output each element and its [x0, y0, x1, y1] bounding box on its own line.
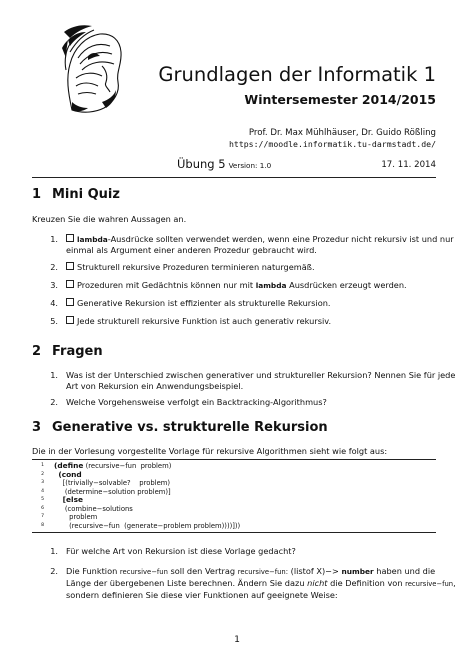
- line-number: 8: [41, 522, 44, 528]
- section-title: Fragen: [52, 344, 103, 359]
- checkbox[interactable]: [66, 316, 74, 324]
- contract-name: recursive−fun:: [237, 568, 289, 576]
- section-title: Generative vs. strukturelle Rekursion: [52, 420, 328, 435]
- version-label: Version: 1.0: [228, 161, 272, 170]
- item-text: Jede strukturell rekursive Funktion ist auch generativ rekursiv.: [77, 316, 332, 326]
- item-text: haben und die: [373, 566, 436, 576]
- line-number: 6: [41, 505, 44, 511]
- code-indent: [54, 513, 69, 521]
- item-text: Prozeduren mit Gedächtnis können nur mit: [77, 280, 256, 290]
- code-text: [(trivially−solvable? problem): [62, 479, 171, 487]
- page-number: 1: [234, 634, 240, 645]
- code-text: (recursive−fun problem): [83, 462, 172, 470]
- item-number: 5.: [50, 316, 58, 326]
- item-text: ,: [453, 578, 456, 588]
- line-number: 3: [41, 480, 44, 485]
- keyword-lambda: lambda: [255, 281, 287, 290]
- item-text: Strukturell rekursive Prozeduren terminieren naturgemäß.: [77, 262, 315, 272]
- code-indent: [54, 496, 63, 504]
- section-number: 1: [32, 187, 42, 202]
- university-logo: [58, 22, 126, 120]
- section-number: 2: [32, 344, 42, 359]
- section-number: 3: [32, 420, 42, 435]
- document-title: Grundlagen der Informatik 1: [158, 63, 436, 86]
- line-number: 1: [41, 463, 44, 468]
- checkbox[interactable]: [66, 234, 74, 242]
- emphasis-text: nicht: [307, 578, 328, 588]
- code-text: (determine−solution problem)]: [64, 487, 171, 496]
- line-number: 4: [41, 488, 44, 494]
- function-name: recursive−fun: [119, 568, 168, 576]
- template-intro: Die in der Vorlesung vorgestellte Vorlage für rekursive Algorithmen sieht wie folgt aus:: [32, 446, 388, 456]
- section-heading-1: [32, 187, 120, 202]
- checkbox[interactable]: [66, 298, 74, 306]
- item-text: -Ausdrücke sollten verwendet werden, wenn eine Prozedur nicht rekursiv ist und nur: [107, 234, 454, 244]
- section-heading-2: [32, 344, 103, 359]
- item-text: Welche Vorgehensweise verfolgt ein Backtracking-Algorithmus?: [66, 397, 327, 407]
- section-title: Mini Quiz: [52, 187, 120, 202]
- item-text: Die Funktion: [66, 566, 120, 576]
- item-text: die Definition von: [327, 578, 406, 588]
- line-number: 7: [41, 514, 44, 519]
- semester-subtitle: Wintersemester 2014/2015: [244, 92, 436, 107]
- line-number: 2: [41, 471, 44, 477]
- code-text: problem: [69, 513, 98, 521]
- item-number: 1.: [50, 370, 58, 380]
- header-divider: [32, 177, 436, 178]
- item-text-continued: einmal als Argument einer anderen Prozedur gebraucht wird.: [66, 245, 317, 255]
- code-text: (combine−solutions: [64, 504, 133, 513]
- section-heading-3: [32, 420, 328, 435]
- item-text: Länge der übergebenen Liste berechnen. Ändern Sie dazu: [66, 578, 308, 588]
- code-listing: [32, 459, 436, 533]
- exercise-sheet-title: [177, 157, 271, 171]
- keyword-number: number: [341, 567, 374, 576]
- item-number: 4.: [50, 298, 58, 308]
- function-name: recursive−fun: [405, 580, 454, 588]
- course-url[interactable]: https://moodle.informatik.tu-darmstadt.de/: [228, 139, 436, 149]
- code-indent: [54, 522, 69, 530]
- item-number: 2.: [50, 566, 58, 576]
- item-text: Generative Rekursion ist effizienter als strukturelle Rekursion.: [77, 298, 331, 308]
- item-number: 2.: [50, 262, 58, 272]
- item-text-continued: sondern definieren Sie diese vier Funktionen auf geeignete Weise:: [66, 590, 338, 600]
- code-text: (recursive−fun (generate−problem problem))))])): [69, 521, 241, 530]
- sheet-date: 17. 11. 2014: [381, 160, 436, 170]
- contract-type: (listof X)−>: [288, 566, 342, 576]
- item-text: Für welche Art von Rekursion ist diese Vorlage gedacht?: [66, 546, 296, 556]
- item-number: 1.: [50, 546, 58, 556]
- authors: Prof. Dr. Max Mühlhäuser, Dr. Guido Rößling: [248, 128, 436, 138]
- item-number: 1.: [50, 234, 58, 244]
- item-number: 2.: [50, 397, 58, 407]
- code-keyword: (cond: [58, 469, 82, 479]
- code-indent: [54, 505, 65, 513]
- item-text: soll den Vertrag: [167, 566, 238, 576]
- item-text-continued: Art von Rekursion ein Anwendungsbeispiel.: [66, 381, 244, 391]
- keyword-lambda: lambda: [77, 235, 108, 244]
- quiz-intro: Kreuzen Sie die wahren Aussagen an.: [32, 214, 187, 224]
- item-text-end: Ausdrücken erzeugt werden.: [286, 280, 407, 290]
- checkbox[interactable]: [66, 280, 74, 288]
- line-number: 5: [41, 497, 44, 502]
- checkbox[interactable]: [66, 262, 74, 270]
- item-number: 3.: [50, 280, 58, 290]
- item-text: Was ist der Unterschied zwischen generativer und struktureller Rekursion? Nennen Sie für jede: [66, 370, 456, 380]
- sheet-label: Übung 5: [177, 157, 226, 171]
- code-indent: [54, 479, 63, 487]
- code-keyword: [else: [62, 495, 83, 504]
- code-keyword: (define: [54, 461, 84, 470]
